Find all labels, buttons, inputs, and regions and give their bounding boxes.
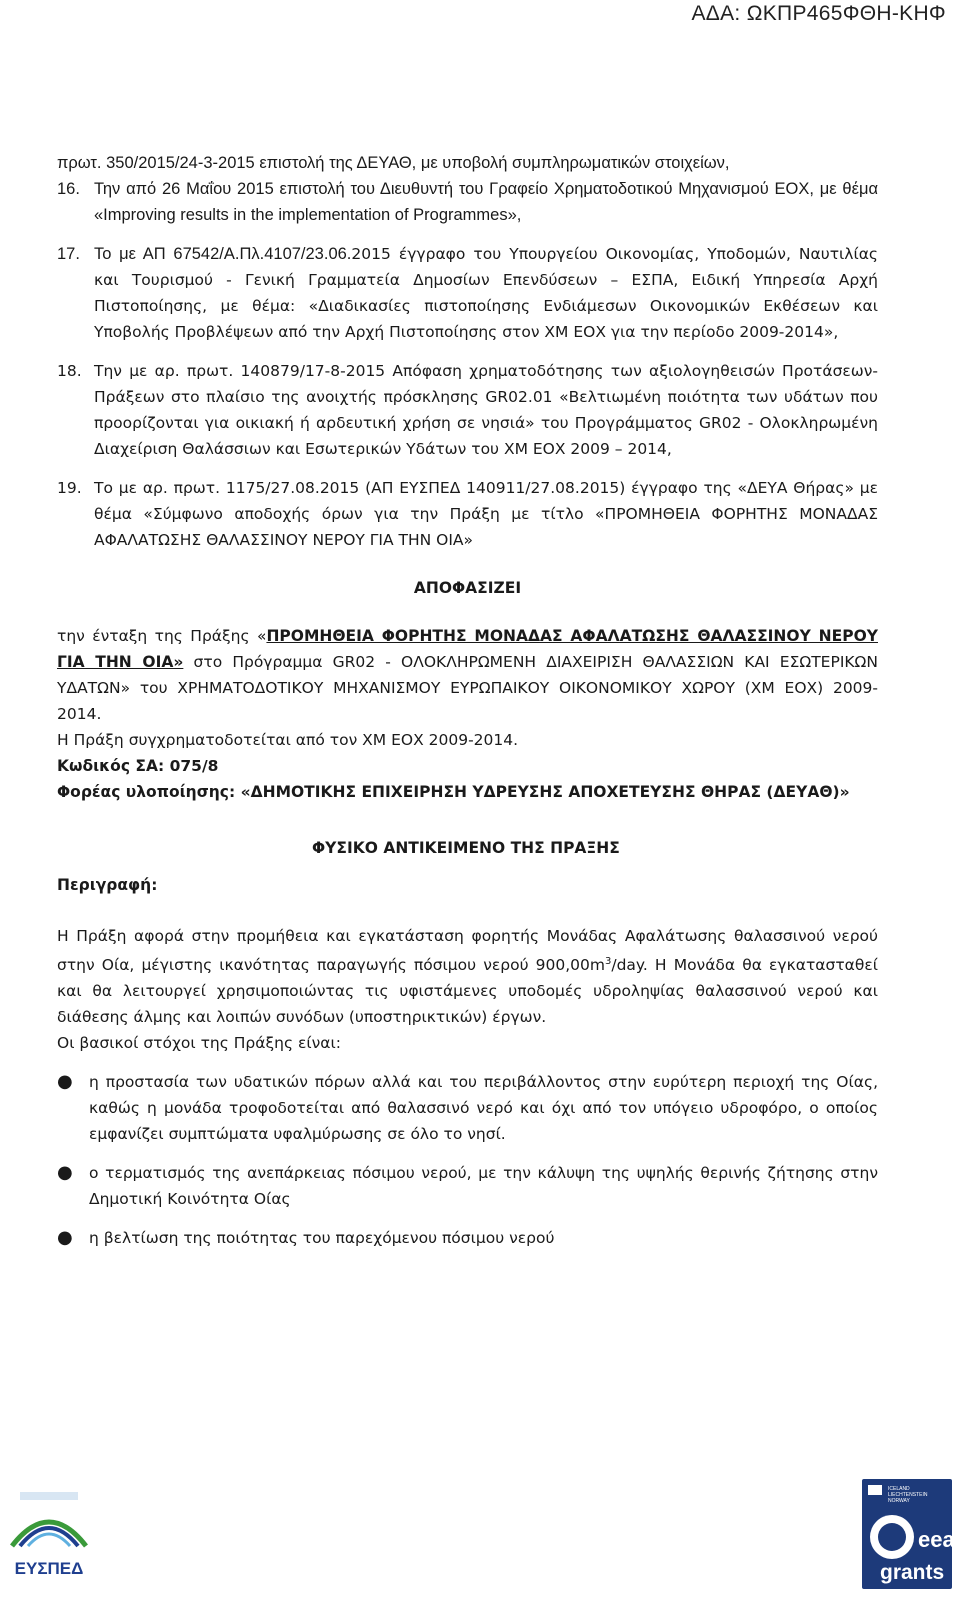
eea-grants-logo-icon (858, 1475, 956, 1593)
goals-intro: Οι βασικοί στόχοι της Πράξης είναι: (57, 1034, 341, 1053)
description-label: Περιγραφή: (57, 876, 158, 894)
item-text: Την με αρ. πρωτ. 140879/17-8-2015 Απόφαση χρηματοδότησης των αξιολογηθεισών Προτάσεων-Πράξεων στο πλαίσιο της ανοιχτής πρόσκλησης GR02.01 «Βελτιωμένη ποιότητα των υδάτων που προορίζονται για οικιακή ή αρδευτική χρήση σε νησιά» του Προγράμματος GR02 - Ολοκληρωμένη Διαχείριση Θαλάσσιων και Εσωτερικών Υδάτων του ΧΜ ΕΟΧ 2009 – 2014, (94, 362, 878, 458)
eyspea-logo (6, 1488, 92, 1588)
item-text-part-b: 2015 έγγραφο του Υπουργείου Οικονομίας, Υποδομών, Ναυτιλίας και Τουρισμού - Γενική Γραμματεία Δημοσίων Επενδύσεων – ΕΣΠΑ, Ειδική Υπηρεσία Αρχή Πιστοποίησης, με θέμα: «Διαδικασίες πιστοποίησης Ενδιάμεσων Οικονομικών Εκθέσεων και Υποβολής Προβλέψεων από την Αρχή Πιστοποίησης στον ΧΜ ΕΟΧ για την περίοδο 2009-2014», (94, 245, 879, 341)
item-number: 17. (57, 245, 80, 263)
decision-post: στο Πρόγραμμα GR02 - ΟΛΟΚΛΗΡΩΜΕΝΗ ΔΙΑΧΕΙΡΙΣΗ ΘΑΛΑΣΣΙΩΝ ΚΑΙ ΕΣΩΤΕΡΙΚΩΝ ΥΔΑΤΩΝ» του ΧΡΗΜΑΤΟΔΟΤΙΚΟΥ ΜΗΧΑΝΙΣΜΟΥ ΕΥΡΩΠΑΙΚΟΥ ΟΙΚΟΝΟΜΙΚΟΥ ΧΩΡΟΥ (ΧΜ ΕΟΧ) 2009-2014. (57, 653, 878, 723)
decision-project-title: ΠΡΟΜΗΘΕΙΑ ΦΟΡΗΤΗΣ ΜΟΝΑΔΑΣ ΑΦΑΛΑΤΩΣΗΣ ΘΑΛΑΣΣΙΝΟΥ ΝΕΡΟΥ ΓΙΑ ΤΗΝ ΟΙΑ» (57, 627, 878, 671)
goal-text: η προστασία των υδατικών πόρων αλλά και του περιβάλλοντος στην ευρύτερη περιοχή της Οίας, καθώς η μονάδα τροφοδοτείται από θαλασσινό νερό και όχι από τον υπόγειο υδροφόρο, ο οποίος εμφανίζει συμπτώματα υφαλμύρωσης σε όλο το νησί. (89, 1073, 878, 1144)
item-text: Την από 26 Μαΐου 2015 επιστολή του Διευθυντή του Γραφείο Χρηματοδοτικού Μηχανισμού ΕΟΧ, με θέμα «Improving results in the implementation of Programmes», (94, 180, 878, 224)
document-body (57, 150, 878, 1264)
item-number: 16. (57, 180, 80, 198)
list-item-16 (57, 176, 878, 228)
svg-text:eea: eea (918, 1527, 955, 1552)
code-line (57, 753, 878, 779)
implementing-body-label: Φορέας υλοποίησης: (57, 783, 236, 801)
item-text: Το με αρ. πρωτ. 1175/27.08.2015 (ΑΠ ΕΥΣΠΕΔ 140911/27.08.2015) έγγραφο της «ΔΕΥΑ Θήρας» με θέμα «Σύμφωνο αποδοχής όρων για την Πράξη με τίτλο «ΠΡΟΜΗΘΕΙΑ ΦΟΡΗΤΗΣ ΜΟΝΑΔΑΣ ΑΦΑΛΑΤΩΣΗΣ ΘΑΛΑΣΣΙΝΟΥ ΝΕΡΟΥ ΓΙΑ ΤΗΝ ΟΙΑ» (94, 479, 878, 549)
svg-text:NORWAY: NORWAY (888, 1498, 910, 1504)
list-item-19 (57, 475, 878, 553)
eyspea-logo-icon (6, 1488, 92, 1588)
continued-paragraph: πρωτ. 350/2015/24-3-2015 επιστολή της ΔΕΥΑΘ, με υποβολή συμπληρωματικών στοιχείων, (57, 154, 730, 172)
goal-text: ο τερματισμός της ανεπάρκειας πόσιμου νερού, με την κάλυψη της υψηλής θερινής ζήτησης στην Δημοτική Κοινότητα Οίας (89, 1164, 878, 1209)
svg-text:ICELAND: ICELAND (888, 1486, 910, 1492)
list-item-17 (57, 241, 878, 345)
description-superscript: 3 (605, 956, 612, 967)
svg-text:LIECHTENSTEIN: LIECHTENSTEIN (888, 1492, 928, 1498)
bullet-icon: ● (57, 1071, 73, 1093)
ada-header: ΑΔΑ: ΩΚΠΡ465ΦΘΗ-ΚΗΦ (691, 2, 946, 25)
code-text: Κωδικός ΣΑ: 075/8 (57, 757, 219, 775)
goals-list (57, 1069, 878, 1251)
implementing-body-value: «ΔΗΜΟΤΙΚΗΣ ΕΠΙΧΕΙΡΗΣΗ ΥΔΡΕΥΣΗΣ ΑΠΟΧΕΤΕΥΣΗΣ ΘΗΡΑΣ (ΔΕΥΑΘ)» (235, 783, 850, 801)
bullet-icon: ● (57, 1227, 73, 1249)
implementing-body-line (57, 779, 878, 805)
physical-object-section (57, 835, 878, 923)
item-number: 19. (57, 479, 82, 497)
description-text (57, 923, 878, 1030)
list-item-18 (57, 358, 878, 462)
list-item (57, 1160, 878, 1212)
physical-object-title: ΦΥΣΙΚΟ ΑΝΤΙΚΕΙΜΕΝΟ ΤΗΣ ΠΡΑΞΗΣ (312, 839, 620, 857)
decision-title: ΑΠΟΦΑΣΙΖΕΙ (413, 579, 522, 597)
item-text (94, 241, 878, 345)
decision-paragraph (57, 623, 878, 727)
item-text-part-a: Το με ΑΠ 67542/Α.Πλ.4107/23.06. (94, 245, 352, 263)
description-part-b: /day. Η Μονάδα θα εγκατασταθεί και θα λειτουργεί χρησιμοποιώντας τις υφιστάμενες υποδομές υδροληψίας θαλασσινού νερού και διάθεσης άλμης και λοιπών συνόδων (υποστηρικτικών) έργων. (57, 956, 878, 1027)
description-part-a: Η Πράξη αφορά στην προμήθεια και εγκατάσταση φορητής Μονάδας Αφαλάτωσης θαλασσινού νερού στην Οία, μέγιστης ικανότητας παραγωγής πόσιμου νερού 900,00m (57, 927, 878, 975)
bullet-icon: ● (57, 1162, 73, 1184)
svg-text:grants: grants (880, 1561, 945, 1584)
cofinance-text: Η Πράξη συγχρηματοδοτείται από τον ΧΜ ΕΟΧ 2009-2014. (57, 731, 519, 749)
eyspea-logo-text: ΕΥΣΠΕΔ (14, 1559, 84, 1578)
decision-pre: την ένταξη της Πράξης « (57, 627, 267, 645)
list-item (57, 1225, 878, 1251)
list-item (57, 1069, 878, 1147)
goal-text: η βελτίωση της ποιότητας του παρεχόμενου πόσιμου νερού (89, 1229, 555, 1248)
item-number: 18. (57, 362, 82, 380)
eea-grants-logo (858, 1475, 956, 1593)
